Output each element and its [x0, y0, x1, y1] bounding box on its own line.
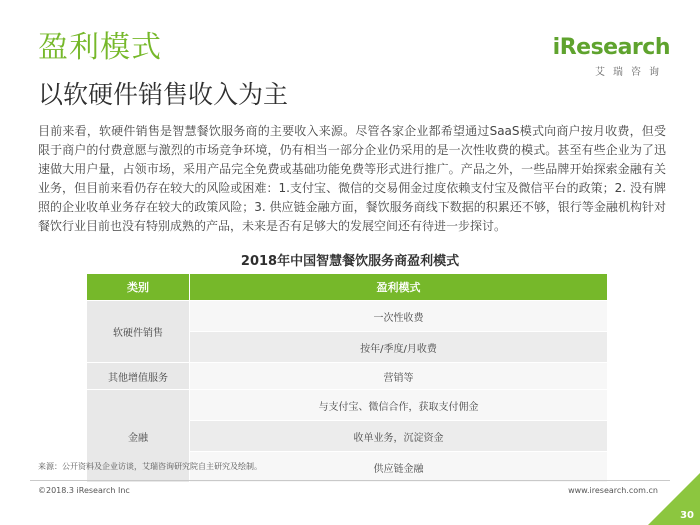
logo-tagline: 艾瑞咨询 [595, 67, 667, 78]
page-number: 30 [680, 510, 694, 521]
website-link[interactable]: www.iresearch.com.cn [568, 486, 658, 495]
model-cell: 供应链金融 [190, 452, 608, 483]
table-header-row [87, 274, 608, 301]
category-cell: 其他增值服务 [87, 363, 190, 390]
source-note: 来源：公开资料及企业访谈，艾瑞咨询研究院自主研究及绘制。 [38, 462, 262, 471]
table-row [87, 363, 608, 390]
model-cell: 收单业务，沉淀资金 [190, 421, 608, 452]
header-model: 盈利模式 [190, 274, 608, 301]
table-row [87, 301, 608, 332]
footer-divider [30, 480, 670, 481]
profit-model-table [86, 273, 608, 483]
table-row [87, 390, 608, 421]
model-cell: 一次性收费 [190, 301, 608, 332]
model-cell: 按年/季度/月收费 [190, 332, 608, 363]
table-title: 2018年中国智慧餐饮服务商盈利模式 [240, 254, 460, 269]
model-cell: 与支付宝、微信合作，获取支付佣金 [190, 390, 608, 421]
header-category: 类别 [87, 274, 190, 301]
body-paragraph: 目前来看，软硬件销售是智慧餐饮服务商的主要收入来源。尽管各家企业都希望通过SaaS模式向商户按月收费，但受限于商户的付费意愿与激烈的市场竞争环境，仍有相当一部分企业仍采用的是一次性收费的模式。甚至有些企业为了迅速做大用户量，占领市场，采用产品完全免费或基础功能免费等形式进行推广。产品之外，一些品牌开始探索金融有关业务，但目前来看仍存在较大的风险或困难：1.支付宝、微信的交易佣金过度依赖支付宝及微信平台的政策；2. 没有牌照的企业收单业务存在较大的政策风险；3. 供应链金融方面，餐饮服务商线下数据的积累还不够，银行等金融机构针对餐饮行业目前也没有特别成熟的产品，未来是否有足够大的发展空间还有待进一步探讨。 [38, 124, 666, 233]
category-cell: 软硬件销售 [87, 301, 190, 363]
model-cell: 营销等 [190, 363, 608, 390]
page-title: 盈利模式 [38, 30, 162, 65]
iresearch-logo [552, 35, 670, 82]
logo-wordmark: iResearch [552, 35, 670, 60]
category-cell: 金融 [87, 390, 190, 483]
copyright-text: ©2018.3 iResearch Inc [38, 486, 130, 495]
page-subtitle: 以软硬件销售收入为主 [38, 80, 289, 109]
